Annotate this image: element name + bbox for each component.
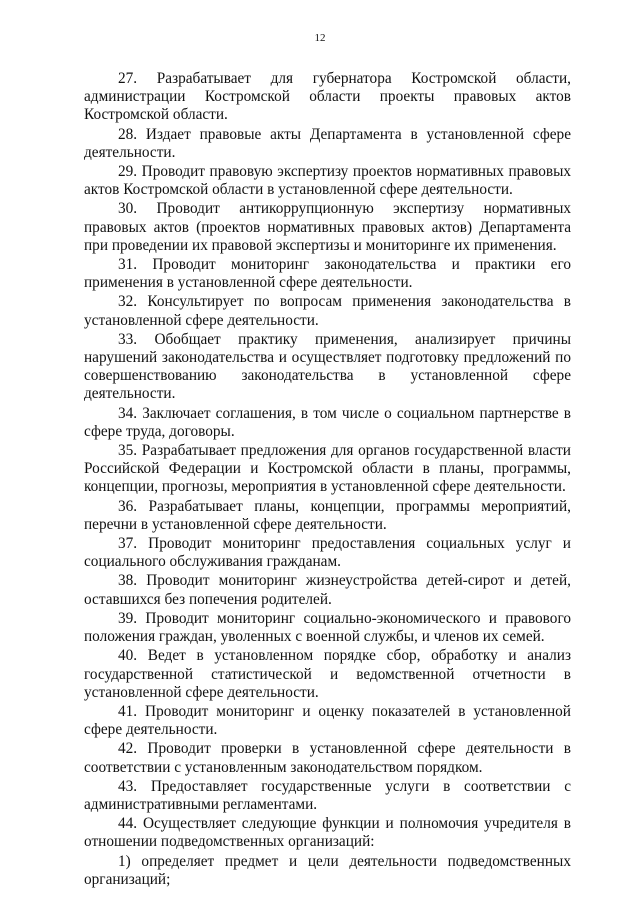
paragraph-27: 27. Разрабатывает для губернатора Костромской области, администрации Костромской области проекты правовых актов Костромской области. [84, 70, 571, 124]
paragraph-42: 42. Проводит проверки в установленной сфере деятельности в соответствии с установленным законодательством порядком. [84, 740, 571, 776]
paragraph-39: 39. Проводит мониторинг социально-экономического и правового положения граждан, уволенных с военной службы, и членов их семей. [84, 609, 571, 646]
paragraph-28: 28. Издает правовые акты Департамента в установленной сфере деятельности. [84, 125, 571, 161]
paragraph-31: 31. Проводит мониторинг законодательства и практики его применения в установленной сфере деятельности. [84, 256, 571, 292]
document-body [84, 70, 571, 890]
paragraph-38: 38. Проводит мониторинг жизнеустройства детей-сирот и детей, оставшихся без попечения родителей. [84, 572, 571, 608]
paragraph-35: 35. Разрабатывает предложения для органов государственной власти Российской Федерации и Костромской области в планы, программы, концепции, прогнозы, мероприятия в установленной сфере деятельности. [84, 442, 571, 496]
paragraph-33: 33. Обобщает практику применения, анализирует причины нарушений законодательства и осуществляет подготовку предложений по совершенствованию законодательства в установленной сфере деятельности. [84, 330, 571, 403]
paragraph-44-item-1: 1) определяет предмет и цели деятельности подведомственных организаций; [84, 852, 571, 888]
paragraph-40: 40. Ведет в установленном порядке сбор, обработку и анализ государственной статистической и ведомственной отчетности в установленной сфере деятельности. [84, 647, 571, 701]
paragraph-30: 30. Проводит антикоррупционную экспертизу нормативных правовых актов (проектов нормативных правовых актов) Департамента при проведении их правовой экспертизы и мониторинге их применения. [84, 200, 571, 254]
paragraph-36: 36. Разрабатывает планы, концепции, программы мероприятий, перечни в установленной сфере деятельности. [84, 497, 571, 533]
paragraph-29: 29. Проводит правовую экспертизу проектов нормативных правовых актов Костромской области в установленной сфере деятельности. [84, 163, 571, 199]
paragraph-37: 37. Проводит мониторинг предоставления социальных услуг и социального обслуживания гражданам. [84, 535, 571, 571]
paragraph-44: 44. Осуществляет следующие функции и полномочия учредителя в отношении подведомственных организаций: [84, 815, 571, 851]
paragraph-32: 32. Консультирует по вопросам применения законодательства в установленной сфере деятельности. [84, 293, 571, 329]
page-number: 12 [314, 32, 326, 44]
paragraph-41: 41. Проводит мониторинг и оценку показателей в установленной сфере деятельности. [84, 702, 571, 739]
paragraph-34: 34. Заключает соглашения, в том числе о социальном партнерстве в сфере труда, договоры. [84, 404, 571, 440]
paragraph-43: 43. Предоставляет государственные услуги в соответствии с административными регламентами. [84, 777, 571, 813]
